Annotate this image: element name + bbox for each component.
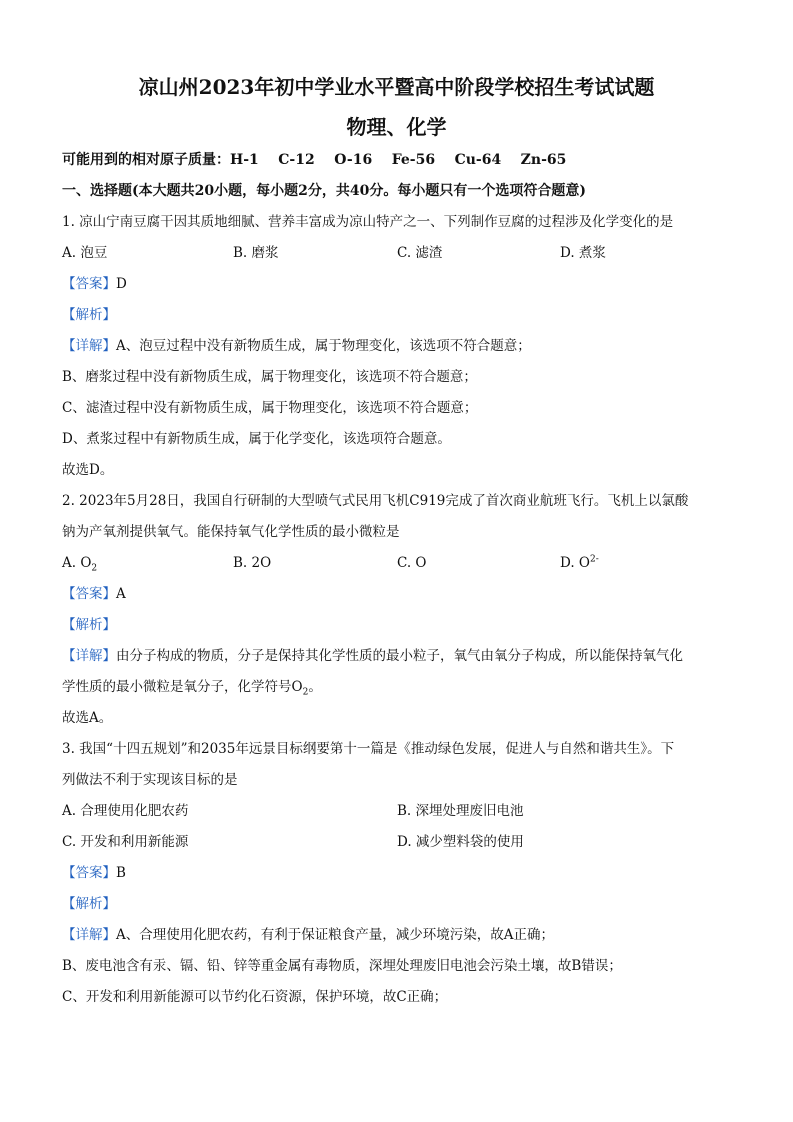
q3-stem-2: 列做法不利于实现该目标的是 — [62, 772, 238, 788]
detail-text: 由分子构成的物质，分子是保持其化学性质的最小粒子，氧气由氧分子构成，所以能保持氧气化 — [116, 648, 683, 664]
q1-detail-a — [62, 331, 742, 362]
q2-detail-1 — [62, 641, 742, 672]
q1-stem: 1. 凉山宁南豆腐干因其质地细腻、营养丰富成为凉山特产之一、下列制作豆腐的过程涉及化学变化的是 — [62, 214, 674, 230]
q3-detail-b: B、废电池含有汞、镉、铅、锌等重金属有毒物质，深埋处理废旧电池会污染土壤，故B错误； — [62, 958, 622, 974]
q3-options-row-2 — [62, 827, 742, 858]
q1-analysis-label: 【解析】 — [62, 307, 116, 323]
option-b: B. 2O — [233, 555, 272, 571]
detail-label: 【详解】 — [62, 648, 116, 664]
answer-label: 【答案】 — [62, 276, 116, 292]
q1-detail-c: C、滤渣过程中没有新物质生成，属于物理变化，该选项不符合题意； — [62, 400, 478, 416]
q2-options — [62, 548, 742, 579]
option-b: B. 深埋处理废旧电池 — [397, 803, 524, 819]
q2-stem-2: 钠为产氧剂提供氧气。能保持氧气化学性质的最小微粒是 — [62, 524, 400, 540]
q1-detail-b: B、磨浆过程中没有新物质生成，属于物理变化，该选项不符合题意； — [62, 369, 477, 385]
option-d: D. 减少塑料袋的使用 — [397, 834, 524, 850]
q1-conclusion: 故选D。 — [62, 462, 114, 478]
option-d: D. 煮浆 — [560, 245, 606, 261]
answer-value: B — [116, 865, 126, 881]
q2-conclusion: 故选A。 — [62, 710, 113, 726]
detail-text: A、泡豆过程中没有新物质生成，属于物理变化，该选项不符合题意； — [116, 338, 531, 354]
detail-text: A、合理使用化肥农药，有利于保证粮食产量，减少环境污染，故A正确； — [116, 927, 554, 943]
answer-value: D — [116, 276, 127, 292]
option-a: A. 泡豆 — [62, 245, 108, 261]
detail-label: 【详解】 — [62, 927, 116, 943]
q1-detail-d: D、煮浆过程中有新物质生成，属于化学变化，该选项符合题意。 — [62, 431, 451, 447]
q3-detail-a — [62, 920, 742, 951]
q3-analysis-label: 【解析】 — [62, 896, 116, 912]
option-d: D. $O^{2-}$ — [560, 554, 599, 571]
q2-stem-1: 2. 2023年5月28日，我国自行研制的大型喷气式民用飞机C919完成了首次商业航班飞行。飞机上以氯酸 — [62, 493, 689, 509]
document-subtitle: 物理、化学 — [346, 115, 447, 139]
option-c: C. O — [397, 555, 427, 571]
detail-label: 【详解】 — [62, 338, 116, 354]
q3-detail-c: C、开发和利用新能源可以节约化石资源，保护环境，故C正确； — [62, 989, 448, 1005]
document-body — [62, 145, 742, 1013]
option-a: A. 合理使用化肥农药 — [62, 803, 189, 819]
q3-options-row-1 — [62, 796, 742, 827]
q2-answer — [62, 579, 742, 610]
option-a: A. $O_2$ — [62, 555, 98, 574]
option-c: C. 滤渣 — [397, 245, 443, 261]
q1-answer — [62, 269, 742, 300]
q2-analysis-label: 【解析】 — [62, 617, 116, 633]
atomic-masses: 可能用到的相对原子质量：H-1 C-12 O-16 Fe-56 Cu-64 Zn-65 — [62, 152, 567, 168]
option-c: C. 开发和利用新能源 — [62, 834, 189, 850]
q2-detail-2: 学性质的最小微粒是氧分子，化学符号$O_2$。 — [62, 679, 322, 698]
document-title: 凉山州2023年初中学业水平暨高中阶段学校招生考试试题 — [138, 75, 655, 99]
q1-options — [62, 238, 742, 269]
option-b: B. 磨浆 — [233, 245, 279, 261]
q3-answer — [62, 858, 742, 889]
section-heading: 一、选择题(本大题共20小题，每小题2分，共40分。每小题只有一个选项符合题意) — [62, 183, 586, 199]
answer-value: A — [116, 586, 126, 602]
answer-label: 【答案】 — [62, 865, 116, 881]
q3-stem-1: 3. 我国“十四五规划”和2035年远景目标纲要第十一篇是《推动绿色发展，促进人与自然和谐共生》。下 — [62, 741, 675, 757]
answer-label: 【答案】 — [62, 586, 116, 602]
